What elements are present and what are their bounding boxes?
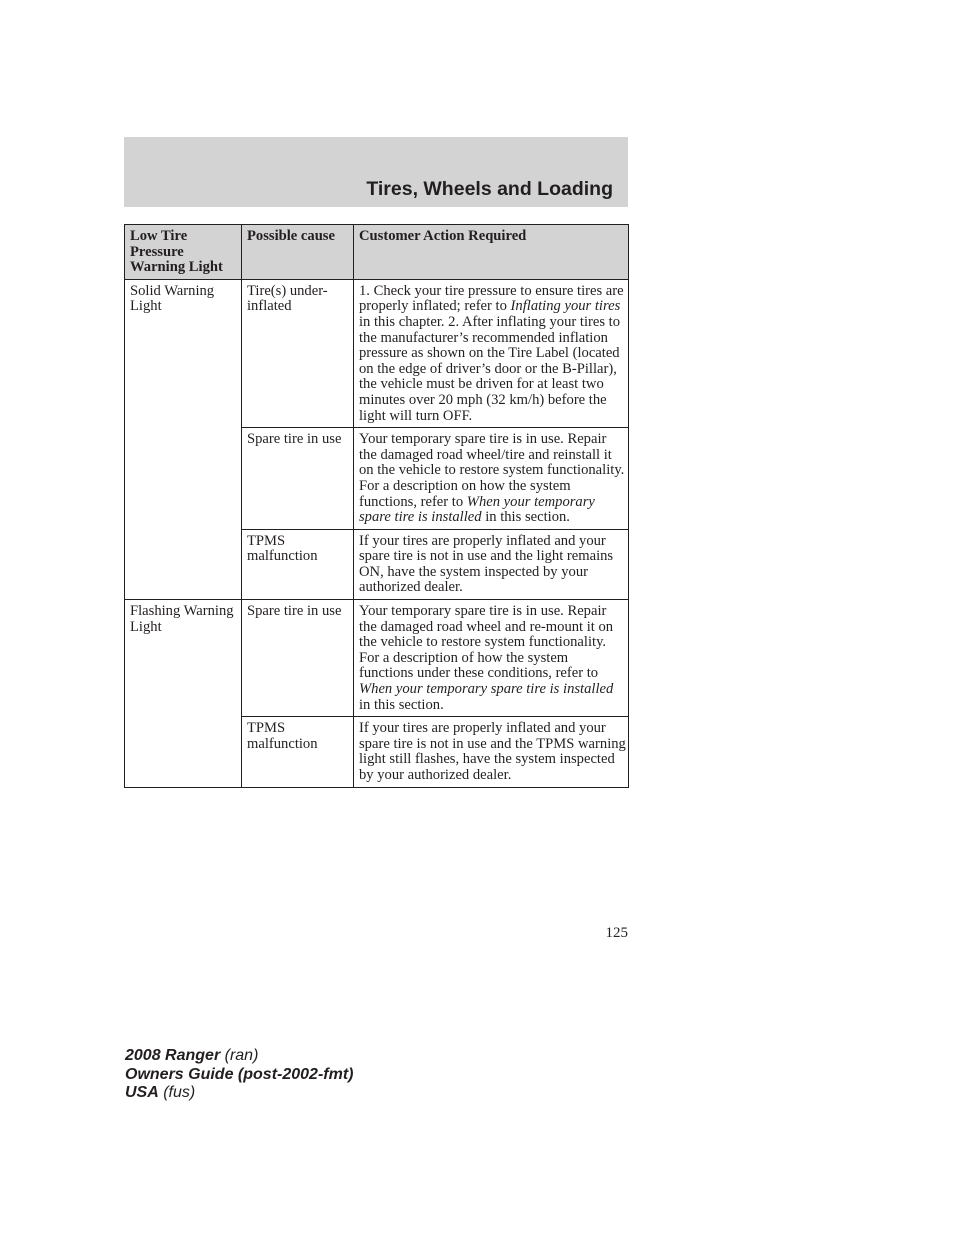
action-text: in this section. (481, 509, 570, 526)
warning-light-cell: Solid Warning Light (125, 279, 242, 599)
possible-cause-cell: Spare tire in use (242, 428, 354, 530)
possible-cause-cell: TPMS malfunction (242, 529, 354, 599)
column-header-customer-action: Customer Action Required (354, 225, 629, 280)
customer-action-cell (354, 717, 629, 787)
footer-line-model: 2008 Ranger (ran) (125, 1047, 259, 1064)
action-reference-text: Inflating your tires (510, 298, 621, 315)
footer-line-guide: Owners Guide (post-2002-fmt) (125, 1065, 354, 1083)
tpms-warning-table (124, 224, 629, 788)
footer-line-market: USA (fus) (125, 1084, 196, 1101)
action-reference-text: When your temporary spare tire is installed (359, 493, 595, 526)
action-text: Your temporary spare tire is in use. Repair the damaged road wheel and re-mount it on the vehicle to restore system functionality. For a description of how the system functions under these conditions, refer to (359, 603, 614, 682)
action-text: Your temporary spare tire is in use. Repair the damaged road wheel/tire and reinstall it on the vehicle to restore system functionality. For a description on how the system functions, refer to (359, 431, 625, 510)
action-reference-text: When your temporary spare tire is installed (359, 681, 614, 698)
table-body (125, 279, 629, 787)
column-header-possible-cause: Possible cause (242, 225, 354, 280)
possible-cause-cell: Tire(s) under-inflated (242, 279, 354, 427)
action-text: If your tires are properly inflated and your spare tire is not in use and the light remains ON, have the system inspected by your authorized dealer. (359, 532, 614, 596)
table-header-row (125, 225, 629, 280)
column-header-warning-light: Low Tire Pressure Warning Light (125, 225, 242, 280)
page-number: 125 (605, 925, 628, 941)
customer-action-cell (354, 600, 629, 717)
possible-cause-cell: Spare tire in use (242, 600, 354, 717)
warning-light-cell: Flashing Warning Light (125, 600, 242, 788)
table-row (125, 600, 629, 717)
action-text: in this chapter. 2. After inflating your tires to the manufacturer’s recommended inflation pressure as shown on the Tire Label (located on the edge of driver’s door or the B-Pillar), the vehicle must be driven for at least two minutes over 20 mph (32 km/h) before the light will turn OFF. (359, 313, 621, 424)
section-header-band (124, 137, 628, 207)
customer-action-cell (354, 428, 629, 530)
table-row (125, 279, 629, 427)
customer-action-cell (354, 279, 629, 427)
action-text: 1. Check your tire pressure to ensure tires are properly inflated; refer to (359, 282, 624, 315)
section-title: Tires, Wheels and Loading (366, 178, 613, 200)
action-text: in this section. (359, 696, 444, 713)
document-footer (125, 1047, 353, 1103)
customer-action-cell (354, 529, 629, 599)
possible-cause-cell: TPMS malfunction (242, 717, 354, 787)
action-text: If your tires are properly inflated and your spare tire is not in use and the TPMS warning light still flashes, have the system inspected by your authorized dealer. (359, 720, 626, 783)
